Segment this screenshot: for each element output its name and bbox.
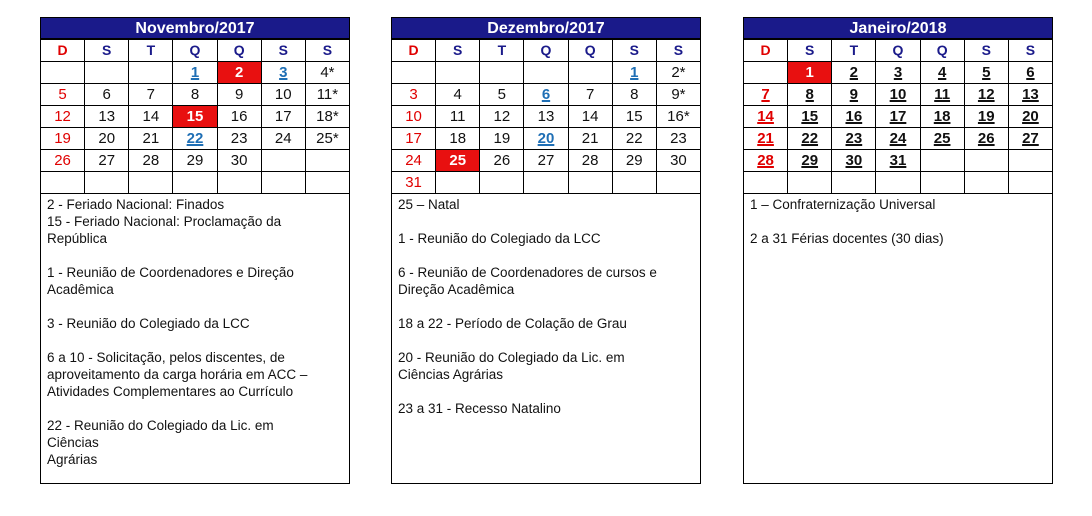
week-row	[392, 62, 701, 84]
day-cell: 31	[876, 150, 920, 172]
day-cell	[568, 172, 612, 194]
week-row	[392, 128, 701, 150]
day-cell: 2*	[656, 62, 700, 84]
day-cell: 22	[612, 128, 656, 150]
day-cell: 14	[744, 106, 788, 128]
day-cell: 21	[568, 128, 612, 150]
month-title: Novembro/2017	[40, 17, 350, 39]
day-cell	[392, 62, 436, 84]
day-cell	[876, 172, 920, 194]
month-title: Dezembro/2017	[391, 17, 701, 39]
day-cell	[832, 172, 876, 194]
day-cell	[744, 62, 788, 84]
day-cell	[964, 172, 1008, 194]
day-cell: 20	[85, 128, 129, 150]
month-grid	[391, 39, 701, 194]
day-cell: 22	[788, 128, 832, 150]
day-cell: 14	[129, 106, 173, 128]
day-cell: 1	[612, 62, 656, 84]
day-cell: 3	[876, 62, 920, 84]
month-notes	[743, 194, 1053, 484]
week-row	[41, 62, 350, 84]
day-cell: 30	[217, 150, 261, 172]
day-cell: 16*	[656, 106, 700, 128]
weekday-header: Q	[568, 40, 612, 62]
day-cell: 10	[876, 84, 920, 106]
day-cell: 19	[964, 106, 1008, 128]
day-cell: 13	[1008, 84, 1052, 106]
day-cell: 27	[85, 150, 129, 172]
day-cell	[920, 150, 964, 172]
day-cell: 11	[436, 106, 480, 128]
weekday-header: D	[392, 40, 436, 62]
day-cell	[129, 62, 173, 84]
week-row	[41, 106, 350, 128]
day-cell: 7	[568, 84, 612, 106]
day-cell: 8	[173, 84, 217, 106]
note-item: 6 - Reunião de Coordenadores de cursos e Direção Acadêmica	[398, 265, 657, 297]
day-cell: 11	[920, 84, 964, 106]
day-cell: 15	[788, 106, 832, 128]
day-cell: 14	[568, 106, 612, 128]
day-cell: 21	[129, 128, 173, 150]
day-cell: 3	[261, 62, 305, 84]
day-cell	[217, 172, 261, 194]
weekday-header: S	[788, 40, 832, 62]
day-cell: 6	[524, 84, 568, 106]
day-cell: 6	[85, 84, 129, 106]
weekday-header: S	[261, 40, 305, 62]
day-cell: 1	[788, 62, 832, 84]
day-cell: 16	[217, 106, 261, 128]
day-cell: 17	[876, 106, 920, 128]
day-cell: 25	[920, 128, 964, 150]
note-item: 23 a 31 - Recesso Natalino	[398, 401, 561, 416]
day-cell: 18*	[305, 106, 349, 128]
month-calendar-1	[40, 17, 350, 484]
day-cell	[41, 172, 85, 194]
day-cell	[524, 62, 568, 84]
day-cell	[568, 62, 612, 84]
week-row	[744, 172, 1053, 194]
weekday-header: S	[305, 40, 349, 62]
weekday-header: S	[612, 40, 656, 62]
day-cell: 9	[217, 84, 261, 106]
week-row	[41, 150, 350, 172]
weekday-header: Q	[920, 40, 964, 62]
day-cell: 12	[964, 84, 1008, 106]
week-row	[392, 150, 701, 172]
day-cell	[305, 150, 349, 172]
day-cell: 25	[436, 150, 480, 172]
day-cell	[261, 172, 305, 194]
day-cell	[85, 172, 129, 194]
month-calendar-2	[391, 17, 701, 484]
day-cell: 30	[832, 150, 876, 172]
day-cell: 19	[41, 128, 85, 150]
day-cell: 25*	[305, 128, 349, 150]
note-item: 6 a 10 - Solicitação, pelos discentes, de aproveitamento da carga horária em ACC – Atividades Complementares ao Currículo	[47, 350, 308, 399]
day-cell: 29	[612, 150, 656, 172]
day-cell: 12	[480, 106, 524, 128]
day-cell: 17	[392, 128, 436, 150]
day-cell: 18	[436, 128, 480, 150]
day-cell: 24	[876, 128, 920, 150]
week-row	[392, 172, 701, 194]
month-calendar-3	[743, 17, 1053, 484]
day-cell: 11*	[305, 84, 349, 106]
day-cell: 23	[217, 128, 261, 150]
weekday-header: S	[964, 40, 1008, 62]
note-item: 1 - Reunião de Coordenadores e Direção Acadêmica	[47, 265, 294, 297]
week-row	[744, 62, 1053, 84]
note-item: 22 - Reunião do Colegiado da Lic. em Ciências Agrárias	[47, 418, 274, 467]
day-cell: 20	[524, 128, 568, 150]
day-cell: 28	[568, 150, 612, 172]
day-cell	[129, 172, 173, 194]
day-cell: 12	[41, 106, 85, 128]
note-item: 1 - Reunião do Colegiado da LCC	[398, 231, 601, 246]
weekday-header: T	[480, 40, 524, 62]
day-cell: 29	[173, 150, 217, 172]
day-cell: 23	[656, 128, 700, 150]
weekday-header: T	[832, 40, 876, 62]
day-cell: 10	[261, 84, 305, 106]
day-cell: 9	[832, 84, 876, 106]
week-row	[744, 84, 1053, 106]
month-notes	[40, 194, 350, 484]
day-cell	[920, 172, 964, 194]
weekday-header: S	[656, 40, 700, 62]
day-cell: 24	[261, 128, 305, 150]
day-cell: 6	[1008, 62, 1052, 84]
day-cell: 16	[832, 106, 876, 128]
day-cell	[788, 172, 832, 194]
day-cell	[480, 172, 524, 194]
day-cell: 22	[173, 128, 217, 150]
note-item: 25 – Natal	[398, 197, 460, 212]
day-cell	[480, 62, 524, 84]
weekday-header: D	[744, 40, 788, 62]
day-cell: 10	[392, 106, 436, 128]
day-cell: 4	[436, 84, 480, 106]
day-cell	[436, 172, 480, 194]
month-grid	[40, 39, 350, 194]
day-cell: 7	[129, 84, 173, 106]
day-cell: 26	[480, 150, 524, 172]
day-cell: 13	[85, 106, 129, 128]
day-cell: 5	[480, 84, 524, 106]
day-cell: 31	[392, 172, 436, 194]
day-cell: 8	[612, 84, 656, 106]
week-row	[744, 150, 1053, 172]
note-item: 2 a 31 Férias docentes (30 dias)	[750, 231, 944, 246]
day-cell: 7	[744, 84, 788, 106]
weekday-header: Q	[217, 40, 261, 62]
day-cell	[1008, 172, 1052, 194]
note-item: 18 a 22 - Período de Colação de Grau	[398, 316, 627, 331]
weekday-header: Q	[876, 40, 920, 62]
day-cell: 1	[173, 62, 217, 84]
day-cell: 26	[964, 128, 1008, 150]
day-cell: 15	[173, 106, 217, 128]
day-cell: 27	[524, 150, 568, 172]
day-cell: 9*	[656, 84, 700, 106]
month-title: Janeiro/2018	[743, 17, 1053, 39]
week-row	[744, 128, 1053, 150]
day-cell	[1008, 150, 1052, 172]
day-cell: 8	[788, 84, 832, 106]
day-cell: 29	[788, 150, 832, 172]
day-cell: 30	[656, 150, 700, 172]
day-cell: 2	[217, 62, 261, 84]
week-row	[392, 106, 701, 128]
day-cell: 23	[832, 128, 876, 150]
day-cell	[305, 172, 349, 194]
weekday-header: D	[41, 40, 85, 62]
day-cell: 4	[920, 62, 964, 84]
weekday-header: S	[1008, 40, 1052, 62]
day-cell	[173, 172, 217, 194]
day-cell: 17	[261, 106, 305, 128]
weekday-header: Q	[173, 40, 217, 62]
day-cell: 26	[41, 150, 85, 172]
day-cell	[656, 172, 700, 194]
day-cell	[41, 62, 85, 84]
day-cell: 15	[612, 106, 656, 128]
weekday-header: S	[85, 40, 129, 62]
day-cell: 28	[744, 150, 788, 172]
month-grid	[743, 39, 1053, 194]
day-cell: 5	[964, 62, 1008, 84]
note-item: 20 - Reunião do Colegiado da Lic. em Ciências Agrárias	[398, 350, 625, 382]
day-cell	[744, 172, 788, 194]
day-cell: 28	[129, 150, 173, 172]
day-cell	[612, 172, 656, 194]
week-row	[41, 172, 350, 194]
week-row	[41, 84, 350, 106]
day-cell: 5	[41, 84, 85, 106]
day-cell: 4*	[305, 62, 349, 84]
day-cell: 2	[832, 62, 876, 84]
note-item: 3 - Reunião do Colegiado da LCC	[47, 316, 250, 331]
week-row	[392, 84, 701, 106]
day-cell: 13	[524, 106, 568, 128]
day-cell	[85, 62, 129, 84]
day-cell	[261, 150, 305, 172]
day-cell: 18	[920, 106, 964, 128]
note-item: 1 – Confraternização Universal	[750, 197, 936, 212]
week-row	[41, 128, 350, 150]
day-cell: 21	[744, 128, 788, 150]
weekday-header: T	[129, 40, 173, 62]
day-cell	[964, 150, 1008, 172]
day-cell: 24	[392, 150, 436, 172]
week-row	[744, 106, 1053, 128]
day-cell: 19	[480, 128, 524, 150]
weekday-header: S	[436, 40, 480, 62]
day-cell	[524, 172, 568, 194]
day-cell: 3	[392, 84, 436, 106]
weekday-header: Q	[524, 40, 568, 62]
day-cell	[436, 62, 480, 84]
day-cell: 20	[1008, 106, 1052, 128]
month-notes	[391, 194, 701, 484]
note-item: 2 - Feriado Nacional: Finados 15 - Feriado Nacional: Proclamação da República	[47, 197, 282, 246]
day-cell: 27	[1008, 128, 1052, 150]
